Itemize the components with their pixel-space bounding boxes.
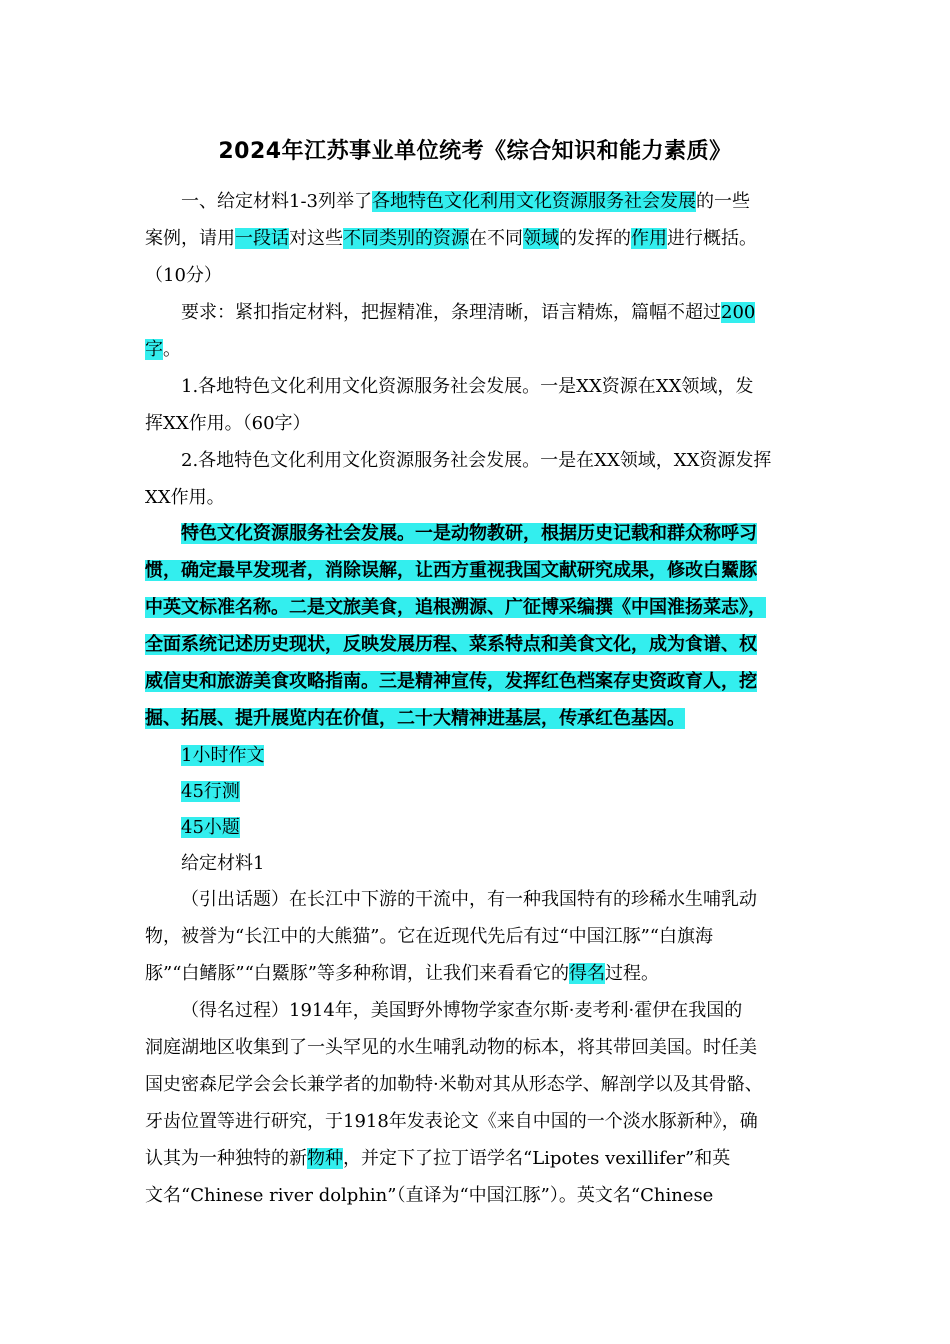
text-run: 认其为一种独特的新 <box>145 1148 307 1169</box>
highlighted-text: 中英文标准名称。二是文旅美食，追根溯源、广征博采编撰《中国淮扬菜志》， <box>145 597 766 618</box>
text-run: 案例，请用 <box>145 228 235 249</box>
answer-line-4 <box>145 631 757 659</box>
requirement-line-1 <box>181 299 755 327</box>
highlighted-text: 掘、拓展、提升展览内在价值，二十大精神进基层，传承红色基因。 <box>145 708 685 729</box>
text-run: 。 <box>163 339 181 360</box>
text-run: 豚”“白鳍豚”“白鱀豚”等多种称谓，让我们来看看它的 <box>145 963 570 984</box>
highlighted-text: 1小时作文 <box>181 745 265 766</box>
text-run: ，并定下了拉丁语学名“Lipotes vexillifer”和英 <box>343 1148 731 1169</box>
outline-2-line-1: 2.各地特色文化利用文化资源服务社会发展。一是在XX领域，XX资源发挥 <box>181 450 772 471</box>
question-points: （10分） <box>145 265 222 286</box>
paragraph-line: 洞庭湖地区收集到了一头罕见的水生哺乳动物的标本，将其带回美国。时任美 <box>145 1037 757 1058</box>
outline-1-line-1: 1.各地特色文化利用文化资源服务社会发展。一是XX资源在XX领域，发 <box>181 376 754 397</box>
paragraph-line: 文名“Chinese river dolphin”（直译为“中国江豚”）。英文名“Chinese <box>145 1185 714 1206</box>
highlighted-text: 物种 <box>307 1148 343 1169</box>
answer-line-3 <box>145 594 766 622</box>
answer-line-1 <box>181 520 757 548</box>
text-run: 过程。 <box>605 963 660 984</box>
requirement-line-2 <box>145 336 181 364</box>
text-run: 的一些 <box>696 191 750 212</box>
highlighted-text: 得名 <box>569 963 606 984</box>
text-run: 进行概括。 <box>667 228 757 249</box>
highlighted-text: 字 <box>145 339 163 360</box>
text-run: 要求：紧扣指定材料，把握精准，条理清晰，语言精炼，篇幅不超过 <box>181 302 721 323</box>
note-line <box>181 814 240 842</box>
highlighted-text: 45行测 <box>181 781 240 802</box>
answer-line-2 <box>145 557 757 585</box>
paragraph-line: 物，被誉为“长江中的大熊猫”。它在近现代先后有过“中国江豚”“白旗海 <box>145 926 714 947</box>
highlighted-text: 200 <box>721 302 756 323</box>
paragraph-line <box>145 1145 730 1173</box>
highlighted-text: 不同类别的资源 <box>343 228 469 249</box>
answer-line-5 <box>145 668 757 696</box>
highlighted-text: 特色文化资源服务社会发展。一是动物教研，根据历史记载和群众称呼习 <box>181 523 757 544</box>
page-title: 2024年江苏事业单位统考《综合知识和能力素质》 <box>218 139 732 164</box>
paragraph-line: 国史密森尼学会会长兼学者的加勒特·米勒对其从形态学、解剖学以及其骨骼、 <box>145 1074 763 1095</box>
question-line-2 <box>145 225 757 253</box>
text-run: 对这些 <box>289 228 343 249</box>
highlighted-text: 一段话 <box>235 228 289 249</box>
highlighted-text: 45小题 <box>181 817 240 838</box>
paragraph-line: （得名过程）1914年，美国野外博物学家查尔斯·麦考利·霍伊在我国的 <box>181 1000 743 1021</box>
question-line-1 <box>181 188 750 216</box>
paragraph-line <box>145 960 659 988</box>
note-line <box>181 742 264 770</box>
highlighted-text: 作用 <box>631 228 667 249</box>
outline-2-line-2: XX作用。 <box>145 487 225 508</box>
answer-line-6 <box>145 705 685 733</box>
paragraph-line: 牙齿位置等进行研究，于1918年发表论文《来自中国的一个淡水豚新种》，确 <box>145 1111 758 1132</box>
text-run: 一、给定材料1-3列举了 <box>181 191 372 212</box>
highlighted-text: 惯，确定最早发现者，消除误解，让西方重视我国文献研究成果，修改白鱀豚 <box>145 560 757 581</box>
paragraph-line: （引出话题）在长江中下游的干流中，有一种我国特有的珍稀水生哺乳动 <box>181 889 757 910</box>
highlighted-text: 威信史和旅游美食攻略指南。三是精神宣传，发挥红色档案存史资政育人，挖 <box>145 671 757 692</box>
highlighted-text: 领域 <box>523 228 559 249</box>
outline-1-line-2: 挥XX作用。（60字） <box>145 413 311 434</box>
highlighted-text: 全面系统记述历史现状，反映发展历程、菜系特点和美食文化，成为食谱、权 <box>145 634 757 655</box>
text-run: 在不同 <box>469 228 523 249</box>
material-heading: 给定材料1 <box>181 853 265 874</box>
highlighted-text: 各地特色文化利用文化资源服务社会发展 <box>372 191 696 212</box>
text-run: 的发挥的 <box>559 228 631 249</box>
note-line <box>181 778 240 806</box>
